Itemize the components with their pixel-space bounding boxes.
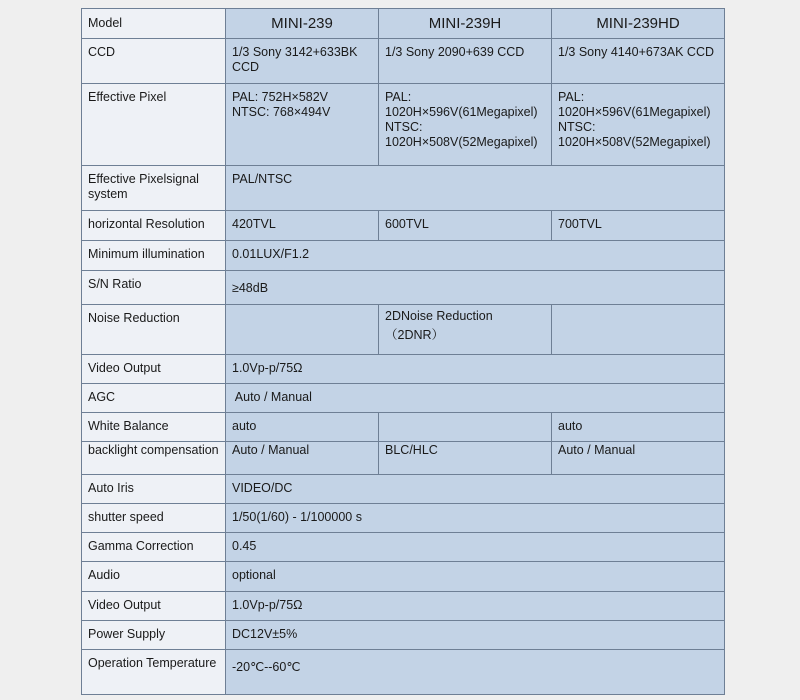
spec-value: PAL: 1020H×596V(61Megapixel) NTSC: 1020H×508V(52Megapixel) [379,84,552,166]
model-name: MINI-239 [226,9,379,39]
spec-value: PAL: 1020H×596V(61Megapixel) NTSC: 1020H×508V(52Megapixel) [552,84,725,166]
spec-row-operation-temperature [82,650,725,695]
spec-value: 1/3 Sony 2090+639 CCD [379,39,552,84]
spec-label: backlight compensation [82,442,226,475]
spec-value: Auto / Manual [226,442,379,475]
spec-value: BLC/HLC [379,442,552,475]
spec-value: 1/3 Sony 3142+633BK CCD [226,39,379,84]
model-name: MINI-239H [379,9,552,39]
spec-value: DC12V±5% [226,621,725,650]
spec-row-audio [82,562,725,592]
spec-label: Video Output [82,592,226,621]
spec-label: CCD [82,39,226,84]
spec-label: Gamma Correction [82,533,226,562]
spec-value: 420TVL [226,211,379,241]
spec-label: AGC [82,384,226,413]
spec-label: Minimum illumination [82,241,226,271]
model-name: MINI-239HD [552,9,725,39]
spec-value: 2DNoise Reduction （2DNR） [379,305,552,355]
spec-value: ≥48dB [226,271,725,305]
spec-row-ccd [82,39,725,84]
spec-row-gamma-correction [82,533,725,562]
spec-table [81,8,725,695]
spec-value: 700TVL [552,211,725,241]
spec-label: Effective Pixel [82,84,226,166]
spec-row-auto-iris [82,475,725,504]
spec-value: optional [226,562,725,592]
spec-row-agc [82,384,725,413]
model-label: Model [82,9,226,39]
spec-row-video-output [82,355,725,384]
spec-value [552,305,725,355]
spec-label: Power Supply [82,621,226,650]
spec-value: auto [226,413,379,442]
spec-value: 1.0Vp-p/75Ω [226,592,725,621]
spec-row-video-output-2 [82,592,725,621]
spec-value: Auto / Manual [226,384,725,413]
spec-row-effective-pixel [82,84,725,166]
spec-value: 1.0Vp-p/75Ω [226,355,725,384]
spec-label: White Balance [82,413,226,442]
spec-value [226,305,379,355]
spec-row-pixel-signal-system [82,166,725,211]
spec-label: Operation Temperature [82,650,226,695]
spec-value: -20℃--60℃ [226,650,725,695]
spec-value: 0.45 [226,533,725,562]
spec-label: Auto Iris [82,475,226,504]
spec-label: horizontal Resolution [82,211,226,241]
spec-label: Effective Pixelsignal system [82,166,226,211]
spec-label: Audio [82,562,226,592]
spec-row-power-supply [82,621,725,650]
spec-label: Video Output [82,355,226,384]
spec-value: PAL: 752H×582V NTSC: 768×494V [226,84,379,166]
spec-row-sn-ratio [82,271,725,305]
spec-value [379,413,552,442]
spec-row-white-balance [82,413,725,442]
spec-value: 0.01LUX/F1.2 [226,241,725,271]
spec-row-noise-reduction [82,305,725,355]
spec-row-minimum-illumination [82,241,725,271]
spec-value: 600TVL [379,211,552,241]
spec-row-horizontal-resolution [82,211,725,241]
spec-value: 1/3 Sony 4140+673AK CCD [552,39,725,84]
header-row [82,9,725,39]
spec-label: shutter speed [82,504,226,533]
spec-row-backlight-compensation [82,442,725,475]
spec-row-shutter-speed [82,504,725,533]
spec-value: PAL/NTSC [226,166,725,211]
spec-label: Noise Reduction [82,305,226,355]
spec-value: 1/50(1/60) - 1/100000 s [226,504,725,533]
spec-value: auto [552,413,725,442]
spec-value: VIDEO/DC [226,475,725,504]
spec-value: Auto / Manual [552,442,725,475]
spec-label: S/N Ratio [82,271,226,305]
